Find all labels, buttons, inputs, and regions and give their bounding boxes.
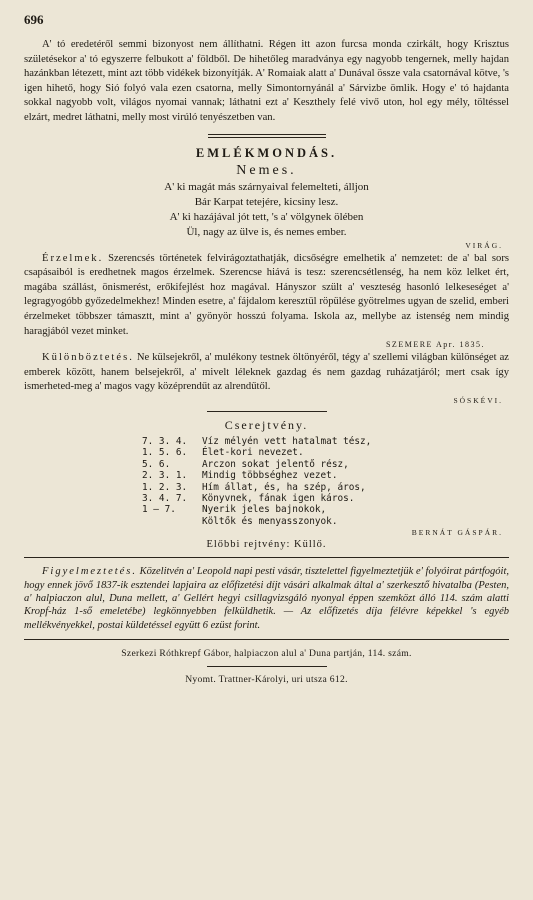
erzelmek-signature-line (24, 340, 485, 349)
poem (24, 180, 509, 240)
puzzle-row-number: 3. 4. 7. (142, 492, 188, 504)
puzzle-row (142, 459, 509, 470)
puzzle-row-number: 5. 6. (142, 458, 171, 470)
puzzle-row-text: Arczon sokat jelentő rész, (202, 458, 349, 470)
divider (208, 134, 326, 138)
notice-paragraph (24, 565, 509, 632)
poem-line: A' ki magát más szárnyaival felemelteti, álljon (164, 180, 369, 193)
puzzle-row-text: Élet-kori nevezet. (202, 447, 304, 459)
puzzle-row-text: Nyerik jeles bajnokok, (202, 504, 327, 516)
kulonboztetes-text: Ne külsejekről, a' mulékony testnek öltönyéről, tégy a' szellemi világban különséget az emberek között, hanem belsejekről, a' mivelt léleknek gazdag és nem gazdag ruházatjáról; mert csak így ismerheted-meg a' magos vagy középrendűt az alrendűtől. (24, 352, 509, 393)
puzzle-row-text: Hím állat, és, ha szép, áros, (202, 481, 366, 493)
poem-line: Bár Karpat tetejére, kicsiny lesz. (194, 195, 339, 208)
divider (207, 666, 327, 667)
divider (24, 557, 509, 558)
poem-line: Ül, nagy az ülve is, és nemes ember. (186, 225, 347, 238)
puzzle-row-number: 1. 5. 6. (142, 447, 188, 459)
editor-line: Szerkezi Róthkrepf Gábor, halpiaczon alul a' Duna partján, 114. szám. (121, 648, 412, 660)
poem-title: Nemes. (236, 162, 297, 178)
puzzle-row (142, 447, 509, 458)
puzzle-signature: BERNÁT GÁSPÁR. (411, 528, 503, 538)
puzzle-row (142, 493, 509, 504)
erzelmek-date: Apr. 1835. (436, 340, 485, 350)
kulonboztetes-lead: Különböztetés. (42, 352, 134, 364)
section-title: EMLÉKMONDÁS. (195, 145, 338, 160)
puzzle-row-number: 1. 2. 3. (142, 481, 188, 493)
puzzle-row-number: 2. 3. 1. (142, 470, 188, 482)
puzzle-title: Cserejtvény. (224, 417, 309, 432)
poem-line: A' ki hazájával jót tett, 's a' völgynek ölében (169, 210, 364, 223)
kulonboztetes-paragraph (24, 351, 509, 395)
divider (24, 639, 509, 640)
kulonboztetes-signature: SÓSKÉVI. (453, 395, 503, 405)
puzzle-row-number: 1 — 7. (142, 504, 176, 516)
puzzle-row (142, 482, 509, 493)
erzelmek-lead: Érzelmek. (42, 252, 104, 264)
erzelmek-text: Szerencsés történetek felvirágoztathatják, dicsőségre emelhetik a' nemzetet: de a' bal sors csapásaiból is eredhetnek magos érzelmek. Szerencse hiává is tesz: szerencsétlenség, ha nem köz lelket ért, magába szállást, önismerést, erőkifejlést hoz magával. Hányszor szült a' veszteség hasonló lelkeseséget a' legragyogóbb győzedelmekhez! Minden esetre, a' fájdalom keresztül röpülése gyötrelmes ugyan de szelid, emberi érzelmeket többszer támasztt, mint a' gyönyör hosszú folyama. Iskola az, mellybe az istenség nem mindig haragjából vezet minket. (24, 252, 510, 337)
puzzle-row-text: Mindig többséghez vezet. (202, 470, 338, 482)
puzzle-row-text: Víz mélyén vett hatalmat tész, (202, 435, 372, 447)
page-number: 696 (24, 12, 44, 27)
puzzle (142, 436, 509, 527)
notice-lead: Figyelmeztetés. (42, 566, 138, 578)
divider (207, 411, 327, 412)
puzzle-row (142, 470, 509, 481)
puzzle-row-text: Költők és menyasszonyok. (202, 515, 338, 527)
puzzle-row-number: 7. 3. 4. (142, 435, 188, 447)
erzelmek-paragraph (24, 252, 509, 340)
puzzle-row (142, 436, 509, 447)
notice-text: Közelitvén a' Leopold napi pesti vásár, tisztelettel figyelmeztetjük e' folyóirat pártfogóit, hogy ennek jövő 1837-ik esztendei lapjaira az előfizetési díjt vásári alkalmak által a' szerkesztő hivatalba (Pesten, a' halpiaczon alul, Duna mellett, a' Gellért hegyi csillagvizsgáló nyonyal éppen szemközt álló 114. szám alatti Kropf-ház 1-ső emeletébe) legkönnyebben felküldhetik. — Az előfizetés díja félévre képekkel 's egyéb mellékvényekkel, postai küldetéssel együtt 6 ezüst forint. (24, 566, 509, 631)
puzzle-row-number (142, 516, 202, 527)
puzzle-row-text: Könyvnek, fának igen káros. (202, 492, 355, 504)
previous-puzzle-answer: Előbbi rejtvény: Küllő. (206, 539, 327, 551)
puzzle-row (142, 516, 509, 527)
erzelmek-signature: SZEMERE (385, 340, 433, 350)
printer-line: Nyomt. Trattner-Károlyi, uri utsza 612. (185, 674, 348, 686)
intro-paragraph: A' tó eredetéről semmi bizonyost nem állíthatni. Régen itt azon furcsa monda czirkált, hogy Krisztus születésekor a' tó egyszerre felbukott a' földből. De hihetőleg maradványa egy nagyobb tengernek, melly hajdan hazánkban létezett, mint azt több vidékek bizonyítják. A' Romaiak alatt a' Dunával össze vala csatornával kötve, 's igen hihető, hogy Sió folyó vala ezen csatorna, melly Simontornyánál a' Sárvizbe ömlik. Hogy e' tó hajdanta sokkal nagyobb volt, világos nyomai vannak; láthatni ezt a' Keszthely felé vivő uton, hol egy mély, töltéssel elzárt, medret láthatni, melly most virúló tenyészetben van. (24, 39, 509, 123)
puzzle-row (142, 504, 509, 515)
poem-signature: VIRÁG. (465, 240, 503, 250)
